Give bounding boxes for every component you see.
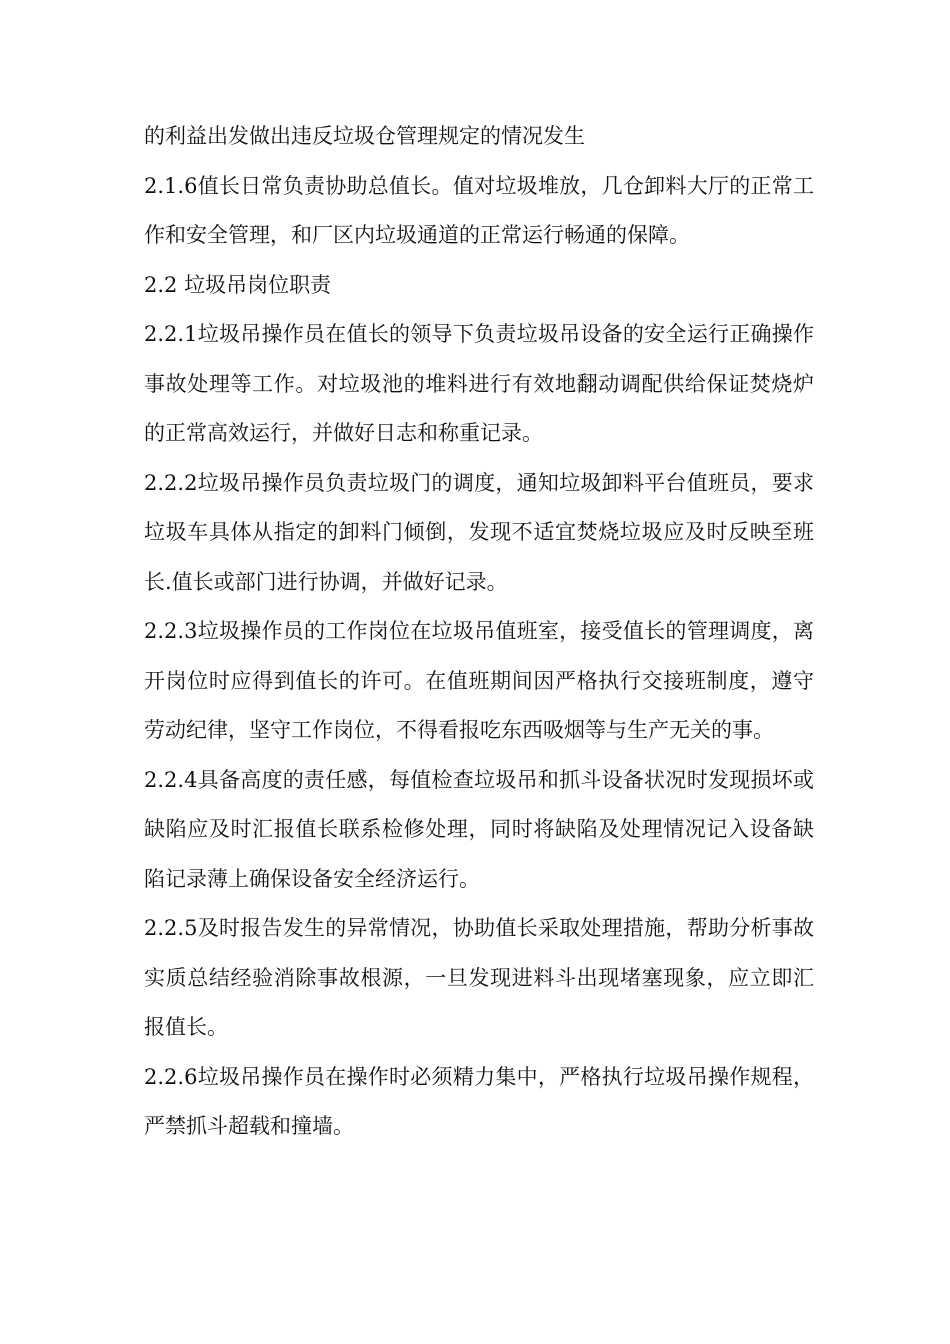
paragraph-2-2-5: 2.2.5及时报告发生的异常情况，协助值长采取处理措施，帮助分析事故实质总结经验消除事故根源，一旦发现进料斗出现堵塞现象，应立即汇报值长。 [144,916,814,1039]
section-heading-2-2: 2.2 垃圾吊岗位职责 [144,272,332,297]
paragraph-continuation: 的利益出发做出违反垃圾仓管理规定的情况发生 [144,124,585,148]
paragraph-2-2-3: 2.2.3垃圾操作员的工作岗位在垃圾吊值班室，接受值长的管理调度，离开岗位时应得到值长的许可。在值班期间因严格执行交接班制度，遵守劳动纪律，坚守工作岗位，不得看报吃东西吸烟等与生产无关的事。 [144,619,814,742]
paragraph-2-2-4: 2.2.4具备高度的责任感，每值检查垃圾吊和抓斗设备状况时发现损坏或缺陷应及时汇报值长联系检修处理，同时将缺陷及处理情况记入设备缺陷记录薄上确保设备安全经济运行。 [144,767,814,891]
paragraph-2-2-2: 2.2.2垃圾吊操作员负责垃圾门的调度，通知垃圾卸料平台值班员，要求垃圾车具体从指定的卸料门倾倒，发现不适宜焚烧垃圾应及时反映至班长.值长或部门进行协调，并做好记录。 [144,470,814,594]
paragraph-2-1-6: 2.1.6值长日常负责协助总值长。值对垃圾堆放，几仓卸料大厅的正常工作和安全管理，和厂区内垃圾通道的正常运行畅通的保障。 [144,173,814,247]
paragraph-2-2-1: 2.2.1垃圾吊操作员在值长的领导下负责垃圾吊设备的安全运行正确操作事故处理等工作。对垃圾池的堆料进行有效地翻动调配供给保证焚烧炉的正常高效运行，并做好日志和称重记录。 [144,322,814,445]
paragraph-2-2-6: 2.2.6垃圾吊操作员在操作时必须精力集中，严格执行垃圾吊操作规程，严禁抓斗超载和撞墙。 [144,1064,814,1138]
document-body [144,112,814,1152]
